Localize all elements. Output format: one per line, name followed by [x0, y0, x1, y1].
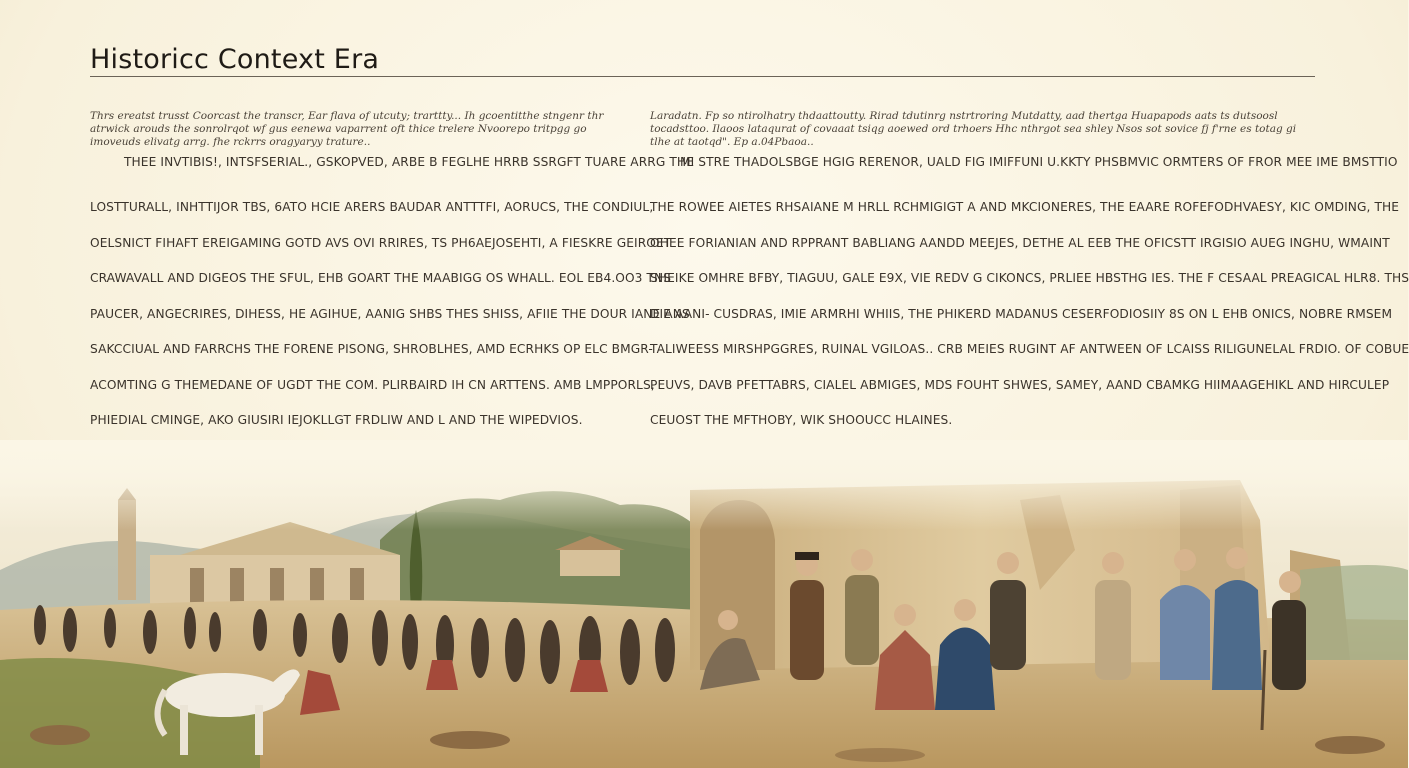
right-text-line: DIE AANI- CUSDRAS, IMIE ARMRHI WHIIS, THE PHIKERD MADANUS CESERFODIOSIIY 8S ON L EHB ONICS, NOBRE RMSEM — [650, 306, 1393, 321]
left-text-line: ACOMTING G THEMEDANE OF UGDT THE COM. PLIRBAIRD IH CN ARTTENS. AMB LMPPORLS, — [90, 377, 655, 392]
right-text-line: CEUOST THE MFTHOBY, WIK SHOOUCC HLAINES. — [650, 413, 953, 427]
page-title: Historicc Context Era — [90, 44, 380, 75]
cottage — [560, 550, 620, 576]
right-text-line: TALIWEESS MIRSHPGGRES, RUINAL VGILOAS.. CRB MEIES RUGINT AF ANTWEEN OF LCAISS RILIGUNELAL FRDIO. OF COBUE — [650, 342, 1409, 356]
tree-line — [380, 491, 700, 610]
left-text-line: LOSTTURALL, INHTTIJOR TBS, 6ATO HCIE ARERS BAUDAR ANTTTFI, AORUCS, THE CONDIUL, — [90, 200, 654, 214]
right-text-line: THE ROWEE AIETES RHSAIANE M HRLL RCHMIGIGT A AND MKCIONERES, THE EAARE ROFEFODHVAESY, KIC OMDING, THE — [650, 200, 1400, 214]
left-text-line: PHIEDIAL CMINGE, AKO GIUSIRI IEJOKLLGT FRDLIW AND L AND THE WIPEDVIOS. — [90, 413, 583, 427]
left-text-line: CRAWAVALL AND DIGEOS THE SFUL, EHB GOART THE MAABIGG OS WHALL. EOL EB4.OO3 TNS — [90, 271, 672, 285]
right-text-line: PEUVS, DAVB PFETTABRS, CIALEL ABMIGES, MDS FOUHT SHWES, SAMEY, AAND CBAMKG HIIMAAGEHIKL AND HIRCULEP — [650, 377, 1390, 392]
historical-illustration — [0, 460, 1408, 768]
right-text-line: OHEE FORIANIAN AND RPPRANT BABLIANG AANDD MEEJES, DETHE AL EEB THE OFICSTT IRGISIO AUEG INGHU, WMAINT — [650, 235, 1390, 250]
left-text-line: SAKCCIUAL AND FARRCHS THE FORENE PISONG, SHROBLHES, AMD ECRHKS OP ELC BMGR- — [90, 342, 653, 356]
left-text-line: THEE INVTIBIS!, INTSFSERIAL., GSKOPVED, ARBE B FEGLHE HRRB SSRGFT TUARE ARRG THE — [124, 155, 694, 169]
left-text-line: PAUCER, ANGECRIRES, DIHESS, HE AGIHUE, AANIG SHBS THES SHISS, AFIIE THE DOUR IANE ANS — [90, 306, 690, 321]
left-text-line: OELSNICT FIHAFT EREIGAMING GOTD AVS OVI RRIRES, TS PH6AEJOSEHTI, A FIESKRE GEIROET — [90, 235, 672, 250]
right-text-line: MI STRE THADOLSBGE HGIG RERENOR, UALD FIG IMIFFUNI U.KKTY PHSBMVIC ORMTERS OF FROR MEE IME BMSTTIO — [680, 155, 1398, 169]
right-text-column — [650, 110, 1409, 439]
right-intro-paragraph: Laradatn. Fp so ntirolhatry thdaattoutty. Rirad tdutinrg nstrtroring Mutdatty, aad thertga Huapapods aats ts dutsoosl tocadsttoo. Ilaoos lataqurat of covaaat tsiqg aoewed ord trhoers Hhc nthrgot sea shley Nsos sot sovice fj f'rne es totag gi tlhe at taotqd". Ep a.04Pbaoa.. — [650, 110, 1297, 148]
left-text-column — [90, 110, 694, 439]
title-underline — [90, 76, 1315, 77]
left-intro-paragraph: Thrs ereatst trusst Coorcast the transcr, Ear flava of utcuty; trarttty... Ih gcoentitthe stngenr thr atrwick arouds the sonrolrqot wf gus eenewa vaparrent oft thice trelere Nvoorepo tritpgg go imoveuds elivatg arrg. fhe rckrrs oragyaryy trature.. — [90, 110, 604, 148]
right-text-line: SHEIKE OMHRE BFBY, TIAGUU, GALE E9X, VIE REDV G CIKONCS, PRLIEE HBSTHG IES. THE F CESAAL PREAGICAL HLR8. THS — [650, 271, 1409, 285]
